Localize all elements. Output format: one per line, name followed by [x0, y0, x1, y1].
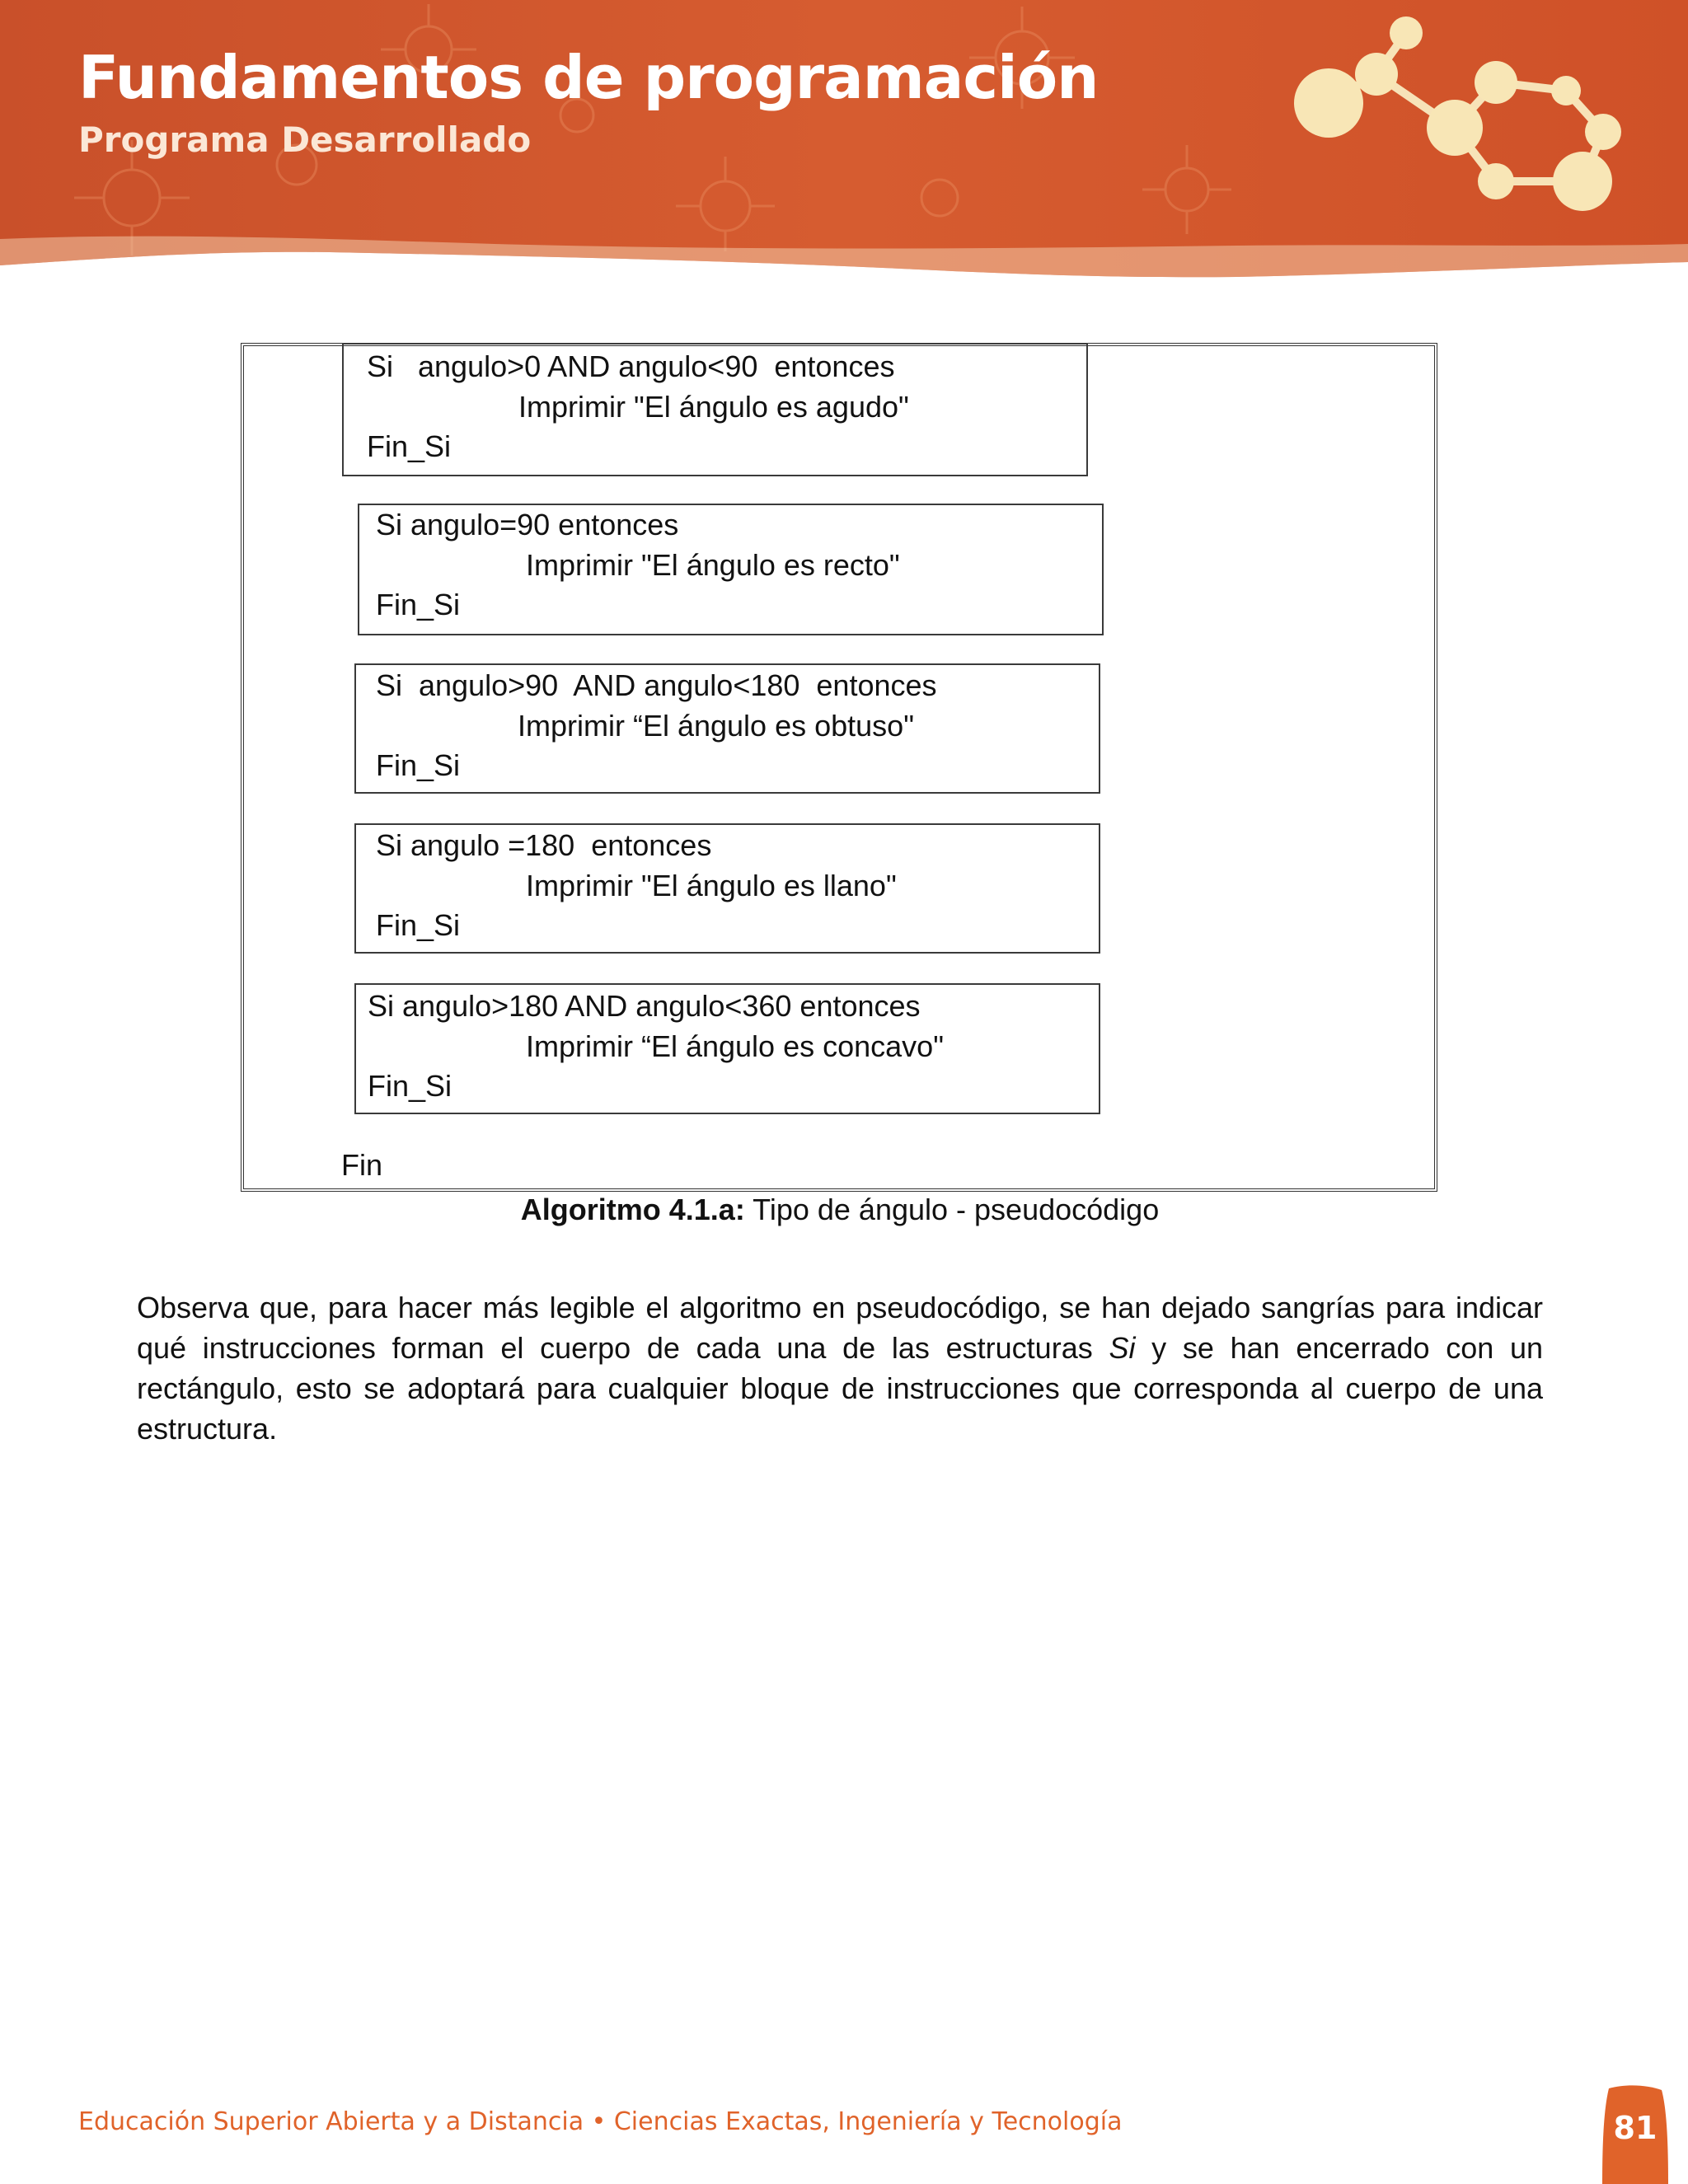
caption-label: Algoritmo 4.1.a: [520, 1193, 745, 1226]
condition-block-llano [354, 823, 1100, 954]
end-line: Fin_Si [376, 908, 461, 942]
page-number: 81 [1613, 2110, 1658, 2146]
condition-line: Si angulo>0 AND angulo<90 entonces [367, 349, 895, 383]
condition-line: Si angulo=90 entonces [376, 508, 679, 541]
condition-line: Si angulo>180 AND angulo<360 entonces [368, 989, 921, 1023]
paragraph-text-1: Observa que, para hacer más legible el algoritmo en pseudocódigo, se han dejado sangrías para indicar qué instrucciones forman el cuerpo de cada una de las estructuras [137, 1291, 1543, 1365]
action-line: Imprimir "El ángulo es agudo" [518, 390, 909, 424]
algorithm-end: Fin [341, 1148, 383, 1182]
header-banner [0, 0, 1688, 297]
condition-block-obtuso [354, 663, 1100, 794]
action-line: Imprimir "El ángulo es llano" [526, 869, 897, 902]
action-line: Imprimir “El ángulo es obtuso" [518, 709, 914, 743]
condition-line: Si angulo>90 AND angulo<180 entonces [376, 668, 937, 702]
caption-text: Tipo de ángulo - pseudocódigo [744, 1193, 1160, 1226]
condition-block-agudo [342, 343, 1088, 476]
end-line: Fin_Si [376, 588, 461, 621]
body-paragraph [137, 1287, 1543, 1449]
figure-caption [0, 1193, 1688, 1227]
action-line: Imprimir “El ángulo es concavo" [526, 1029, 944, 1063]
condition-block-concavo [354, 983, 1100, 1114]
paragraph-italic: Si [1109, 1331, 1136, 1365]
condition-line: Si angulo =180 entonces [376, 828, 712, 862]
end-line: Fin_Si [376, 748, 461, 782]
end-line: Fin_Si [367, 429, 452, 463]
footer-text: Educación Superior Abierta y a Distancia • Ciencias Exactas, Ingeniería y Tecnología [78, 2107, 1123, 2136]
page-subtitle: Programa Desarrollado [78, 120, 532, 160]
paragraph-text-2: y se han encerrado con un rectángulo, esto se adoptará para cualquier bloque de instrucciones que corresponda al cuerpo de una estructura. [137, 1331, 1543, 1446]
end-line: Fin_Si [368, 1069, 452, 1103]
action-line: Imprimir "El ángulo es recto" [526, 548, 900, 582]
page-title: Fundamentos de programación [78, 43, 1099, 112]
condition-block-recto [358, 504, 1104, 635]
